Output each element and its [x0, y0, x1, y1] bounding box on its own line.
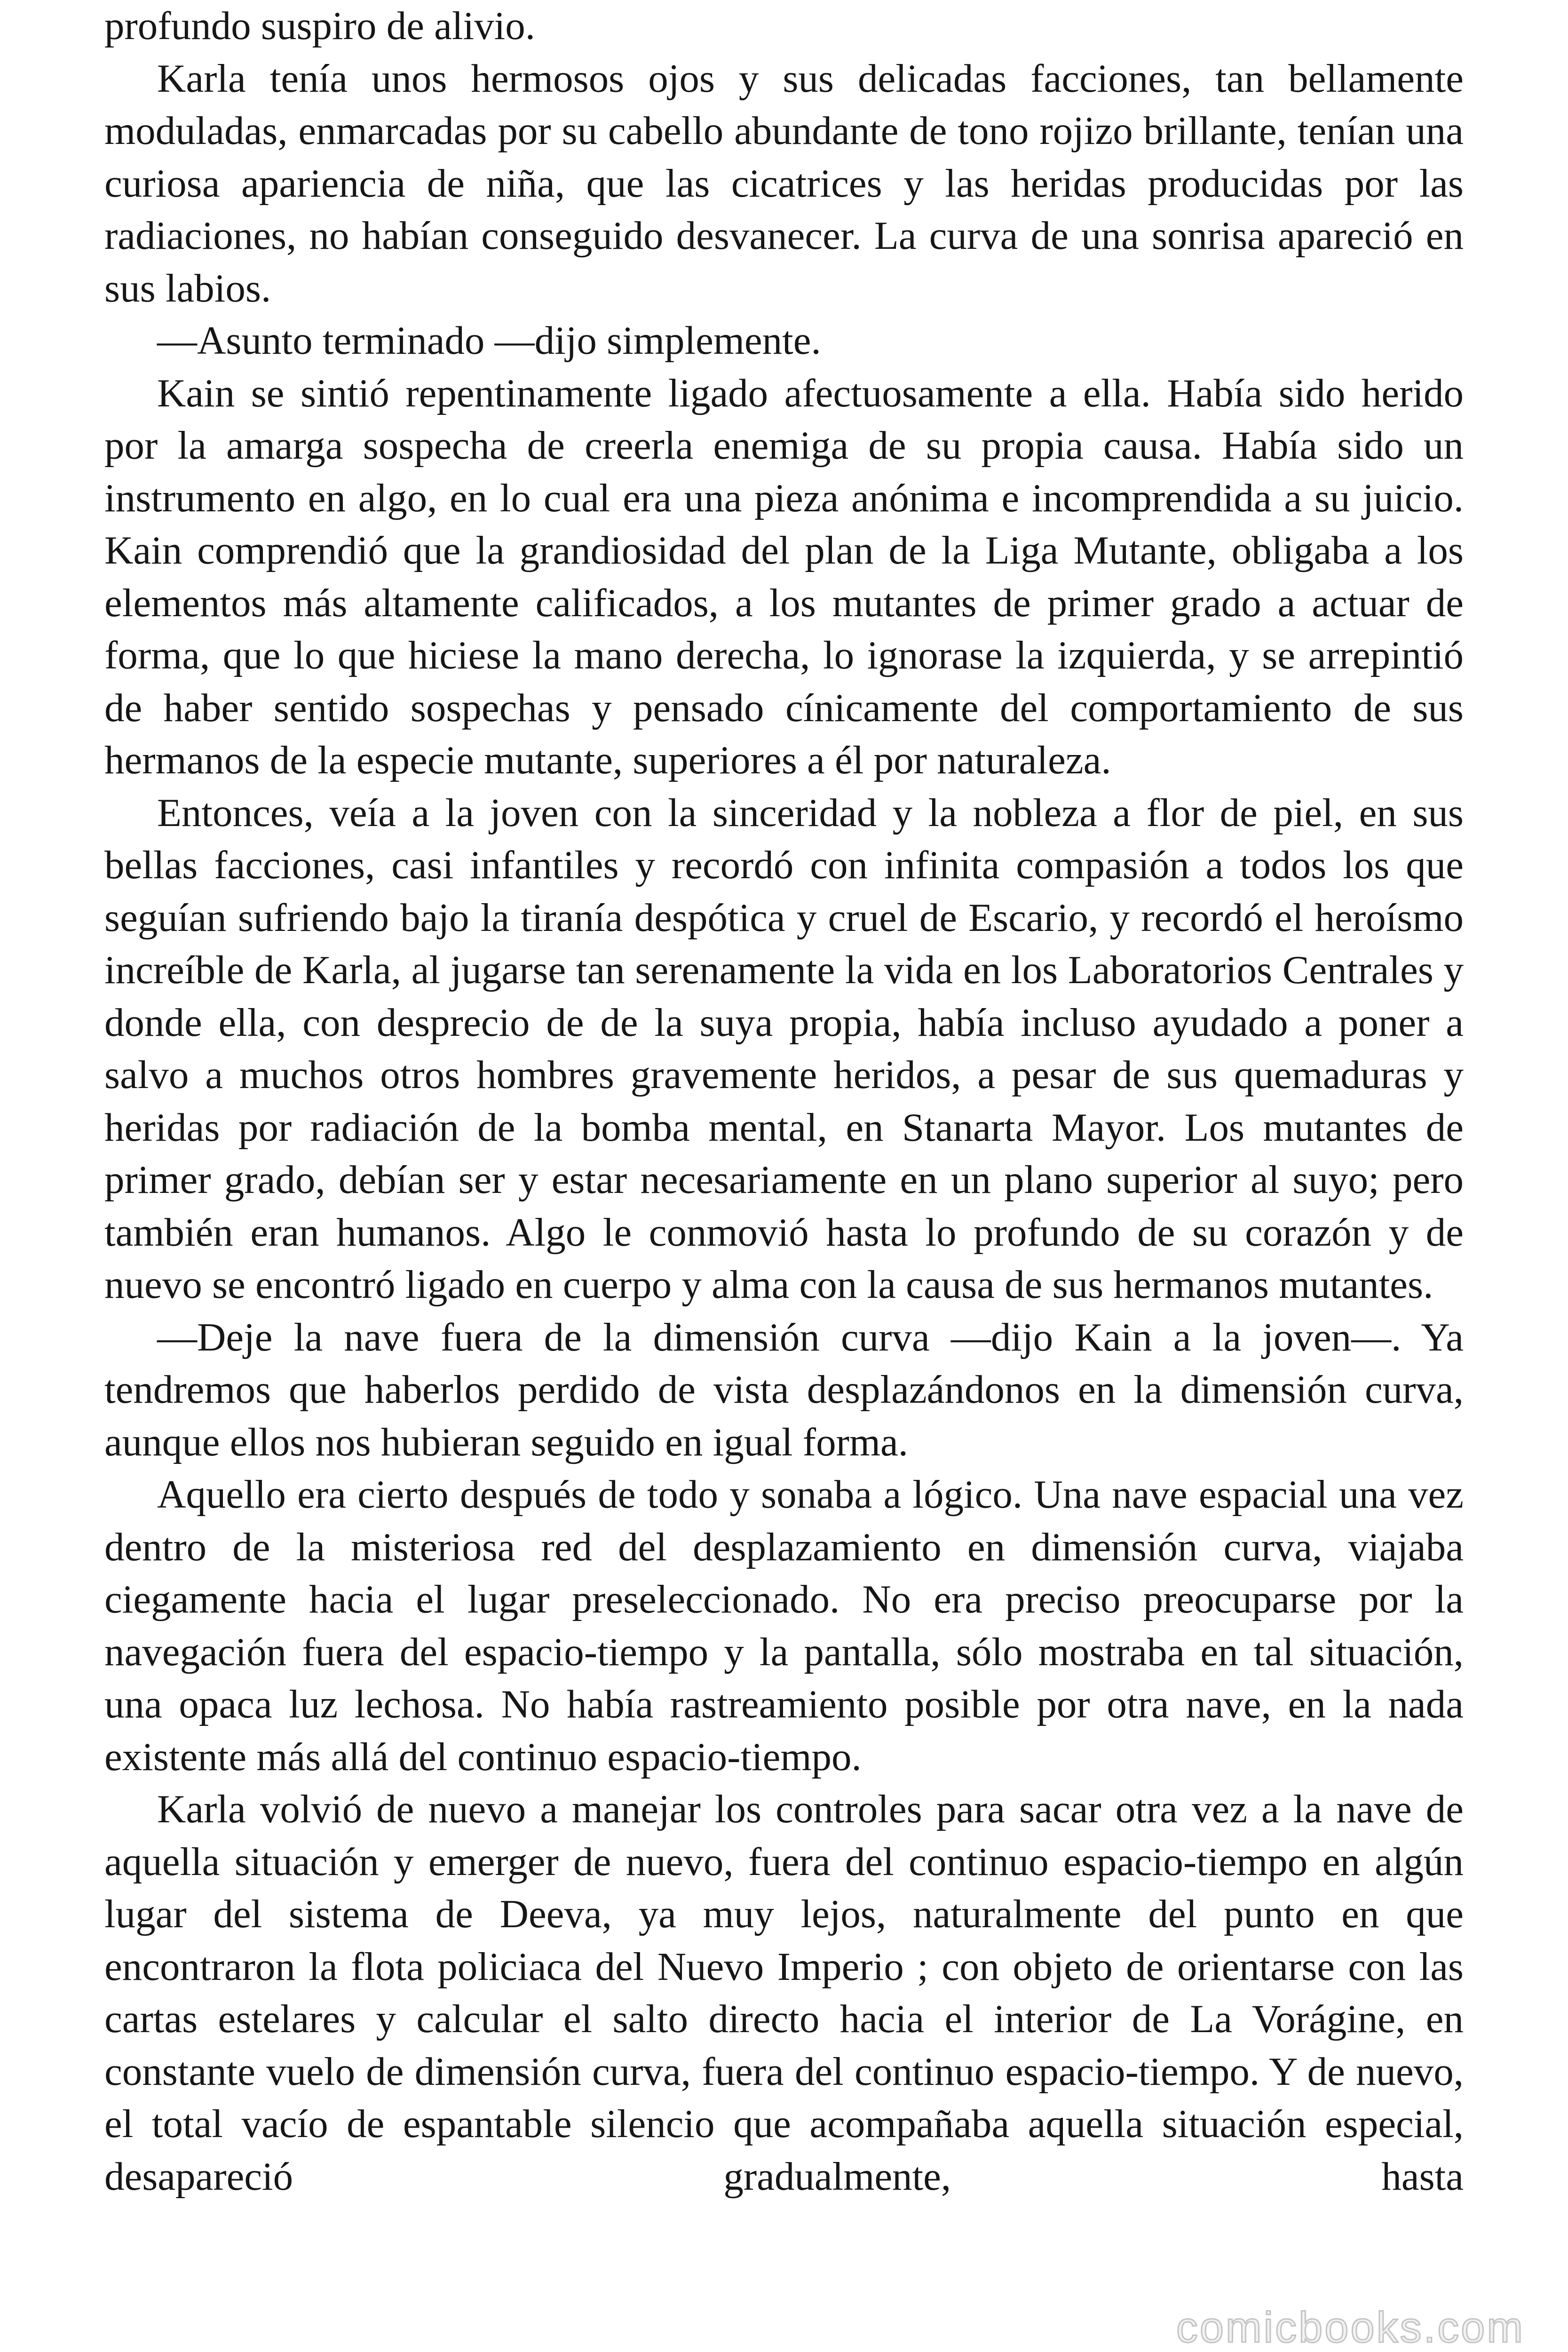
paragraph: Entonces, veía a la joven con la sinceridad y la nobleza a flor de piel, en sus bellas facciones, casi infantiles y recordó con infinita compasión a todos los que seguían sufriendo bajo la tiranía despótica y cruel de Escario, y recordó el heroísmo increíble de Karla, al jugarse tan serenamente la vida en los Laboratorios Centrales y donde ella, con desprecio de de la suya propia, había incluso ayudado a poner a salvo a muchos otros hombres gravemente heridos, a pesar de sus quemaduras y heridas por radiación de la bomba mental, en Stanarta Mayor. Los mutantes de primer grado, debían ser y estar necesariamente en un plano superior al suyo; pero también eran humanos. Algo le conmovió hasta lo profundo de su corazón y de nuevo se encontró ligado en cuerpo y alma con la causa de sus hermanos mutantes.: [104, 790, 1464, 1307]
paragraph-continuation: profundo suspiro de alivio.: [104, 4, 535, 48]
paragraph: Karla tenía unos hermosos ojos y sus delicadas facciones, tan bellamente moduladas, enmarcadas por su cabello abundante de tono rojizo brillante, tenían una curiosa apariencia de niña, que las cicatrices y las heridas producidas por las radiaciones, no habían conseguido desvanecer. La curva de una sonrisa apareció en sus labios.: [104, 56, 1464, 310]
paragraph: Kain se sintió repentinamente ligado afectuosamente a ella. Había sido herido por la amarga sospecha de creerla enemiga de su propia causa. Había sido un instrumento en algo, en lo cual era una pieza anónima e incomprendida a su juicio. Kain comprendió que la grandiosidad del plan de la Liga Mutante, obligaba a los elementos más altamente calificados, a los mutantes de primer grado a actuar de forma, que lo que hiciese la mano derecha, lo ignorase la izquierda, y se arrepintió de haber sentido sospechas y pensado cínicamente del comportamiento de sus hermanos de la especie mutante, superiores a él por naturaleza.: [104, 371, 1464, 782]
watermark: comicbooks.com: [1176, 2304, 1525, 2352]
paragraph: Aquello era cierto después de todo y sonaba a lógico. Una nave espacial una vez dentro de la misteriosa red del desplazamiento en dimensión curva, viajaba ciegamente hacia el lugar preseleccionado. No era preciso preocuparse por la navegación fuera del espacio-tiempo y la pantalla, sólo mostraba en tal situación, una opaca luz lechosa. No había rastreamiento posible por otra nave, en la nada existente más allá del continuo espacio-tiempo.: [104, 1472, 1464, 1779]
paragraph-continues: Karla volvió de nuevo a manejar los controles para sacar otra vez a la nave de aquella situación y emerger de nuevo, fuera del continuo espacio-tiempo en algún lugar del sistema de Deeva, ya muy lejos, naturalmente del punto en que encontraron la flota policiaca del Nuevo Imperio ; con objeto de orientarse con las cartas estelares y calcular el salto directo hacia el interior de La Vorágine, en constante vuelo de dimensión curva, fuera del continuo espacio-tiempo. Y de nuevo, el total vacío de espantable silencio que acompañaba aquella situación especial, desapareció gradualmente, hasta: [104, 1787, 1464, 2199]
page-text: [104, 0, 1464, 2352]
dialogue-paragraph: —Deje la nave fuera de la dimensión curva —dijo Kain a la joven—. Ya tendremos que haberlos perdido de vista desplazándonos en la dimensión curva, aunque ellos nos hubieran seguido en igual forma.: [104, 1315, 1464, 1464]
dialogue-paragraph: —Asunto terminado —dijo simplemente.: [157, 318, 821, 363]
